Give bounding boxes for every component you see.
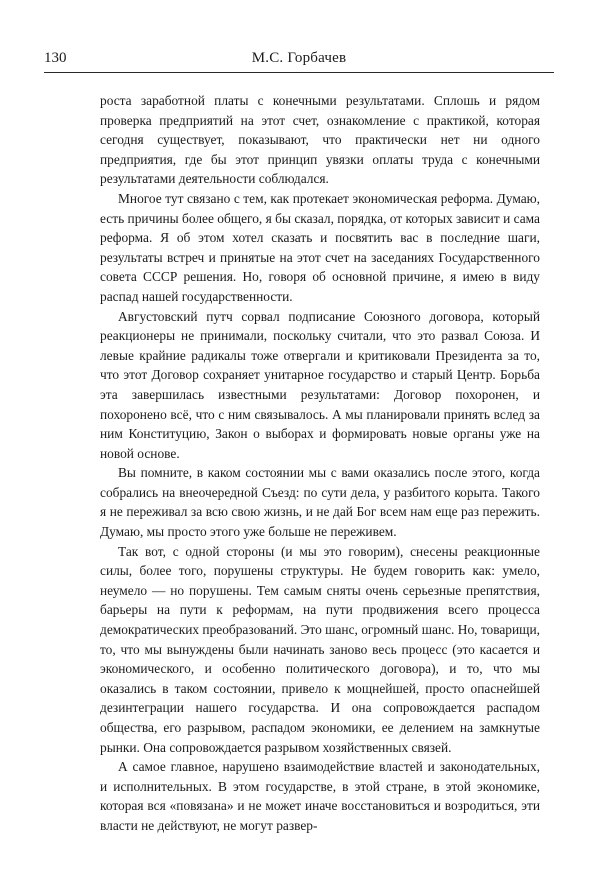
body-text [100,91,540,836]
paragraph-5: Так вот, с одной стороны (и мы это говорим), снесены реакционные силы, более того, порушены структуры. Не будем говорить как: умело, неумело — но порушены. Тем самым сняты очень серьезные препятствия, барьеры на пути к реформам, на пути продвижения всего процесса демократических преобразований. Это шанс, огромный шанс. Но, товарищи, то, что мы вынуждены были начинать заново весь процесс (это касается и экономического, и особенно политического договора), и то, что мы оказались в таком состоянии, привело к мощнейшей, просто опаснейшей дезинтеграции нашего государства. И она сопровождается распадом общества, его разрывом, распадом экономики, ее делением на замкнутые рынки. Она сопровождается разрывом хозяйственных связей. [100,543,540,755]
page-number: 130 [44,50,67,66]
page-header [44,48,554,70]
paragraph-1: роста заработной платы с конечными результатами. Сплошь и рядом проверка предприятий на этот счет, ознакомление с практикой, которая сегодня существует, показывают, что практически нет ни одного предприятия, где бы этот принцип увязки оплаты труда с конечными результатами деятельности соблюдался. [100,93,540,187]
paragraph-6: А самое главное, нарушено взаимодействие властей и законодательных, и исполнительных. В этом государстве, в этой стране, в этой экономике, которая вся «повязана» и не может иначе восстановиться и возродиться, эти власти не действуют, не могут развер- [100,759,540,833]
paragraph-3: Августовский путч сорвал подписание Союзного договора, который реакционеры не принимали, поскольку считали, что это развал Союза. И левые крайние радикалы тоже отвергали и критиковали Президента за то, что этот Договор сохраняет унитарное государство и старый Центр. Борьба эта завершилась известными результатами: Договор похоронен, и похоронено всё, что с ним связывалось. А мы планировали принять вслед за ним Конституцию, Закон о выборах и формировать новые органы уже на новой основе. [100,308,540,461]
paragraph-2: Многое тут связано с тем, как протекает экономическая реформа. Думаю, есть причины более общего, я бы сказал, порядка, от которых зависит и сама реформа. Я об этом хотел сказать и посвятить вас в последние шаги, результаты встреч и принятые на этот счет на заседаниях Государственного совета СССР решения. Но, говоря об основной причине, я имею в виду распад нашей государственности. [100,190,540,304]
header-rule [44,72,554,73]
running-head-author: М.С. Горбачев [251,50,347,66]
paragraph-4: Вы помните, в каком состоянии мы с вами оказались после этого, когда собрались на внеочередной Съезд: по сути дела, у разбитого корыта. Такого я не переживал за всю свою жизнь, и не дай Бог всем нам еще раз пережить. Думаю, мы просто этого уже больше не переживем. [100,465,540,540]
